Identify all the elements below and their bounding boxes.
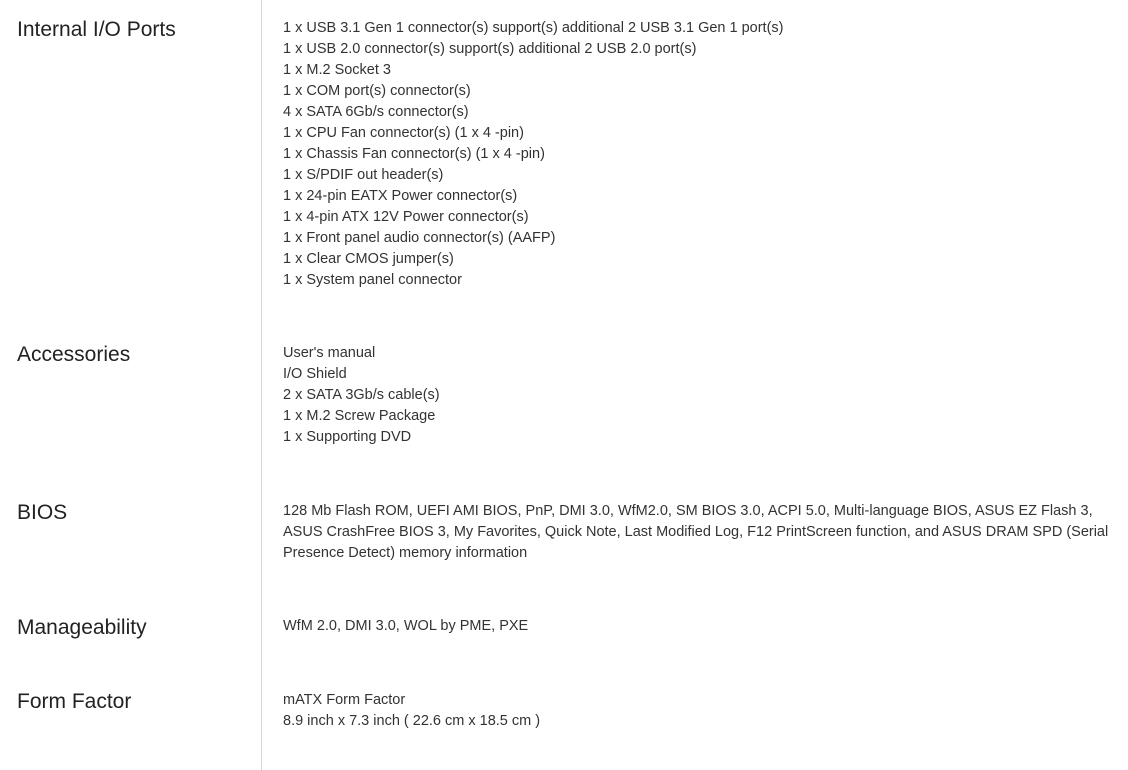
spec-values-list [283, 343, 1113, 448]
spec-label: Form Factor [17, 690, 132, 713]
column-divider [261, 0, 262, 770]
spec-value: User's manual [283, 345, 376, 361]
spec-value: 1 x 4-pin ATX 12V Power connector(s) [283, 209, 529, 225]
spec-values-list [283, 690, 1113, 732]
spec-value: 1 x System panel connector [283, 272, 462, 288]
spec-value: 1 x Chassis Fan connector(s) (1 x 4 -pin) [283, 146, 545, 162]
spec-value: 1 x USB 3.1 Gen 1 connector(s) support(s) additional 2 USB 3.1 Gen 1 port(s) [283, 20, 784, 36]
spec-value: 1 x CPU Fan connector(s) (1 x 4 -pin) [283, 125, 524, 141]
spec-value: 1 x M.2 Socket 3 [283, 62, 391, 78]
spec-label: BIOS [17, 501, 68, 524]
spec-value: 4 x SATA 6Gb/s connector(s) [283, 104, 469, 120]
spec-value: 1 x Clear CMOS jumper(s) [283, 251, 454, 267]
spec-label: Accessories [17, 343, 131, 366]
spec-value: I/O Shield [283, 366, 347, 382]
spec-label: Manageability [17, 616, 147, 639]
spec-value: WfM 2.0, DMI 3.0, WOL by PME, PXE [283, 618, 529, 634]
spec-values-list [283, 616, 1113, 637]
spec-value: 1 x Supporting DVD [283, 429, 412, 445]
spec-values-list [283, 501, 1113, 564]
spec-value: 1 x COM port(s) connector(s) [283, 83, 471, 99]
spec-values-list [283, 18, 1113, 291]
spec-value: mATX Form Factor [283, 692, 406, 708]
spec-value: 1 x Front panel audio connector(s) (AAFP) [283, 230, 556, 246]
spec-value: 2 x SATA 3Gb/s cable(s) [283, 387, 440, 403]
spec-value: 128 Mb Flash ROM, UEFI AMI BIOS, PnP, DMI 3.0, WfM2.0, SM BIOS 3.0, ACPI 5.0, Multi-language BIOS, ASUS EZ Flash 3, ASUS CrashFree BIOS 3, My Favorites, Quick Note, Last Modified Log, F12 PrintScreen function, and ASUS DRAM SPD (Serial Presence Detect) memory information [283, 503, 1109, 561]
spec-value: 1 x M.2 Screw Package [283, 408, 436, 424]
spec-value: 1 x USB 2.0 connector(s) support(s) additional 2 USB 2.0 port(s) [283, 41, 697, 57]
spec-value: 1 x S/PDIF out header(s) [283, 167, 444, 183]
spec-value: 8.9 inch x 7.3 inch ( 22.6 cm x 18.5 cm ) [283, 713, 541, 729]
spec-value: 1 x 24-pin EATX Power connector(s) [283, 188, 518, 204]
spec-label: Internal I/O Ports [17, 18, 176, 41]
